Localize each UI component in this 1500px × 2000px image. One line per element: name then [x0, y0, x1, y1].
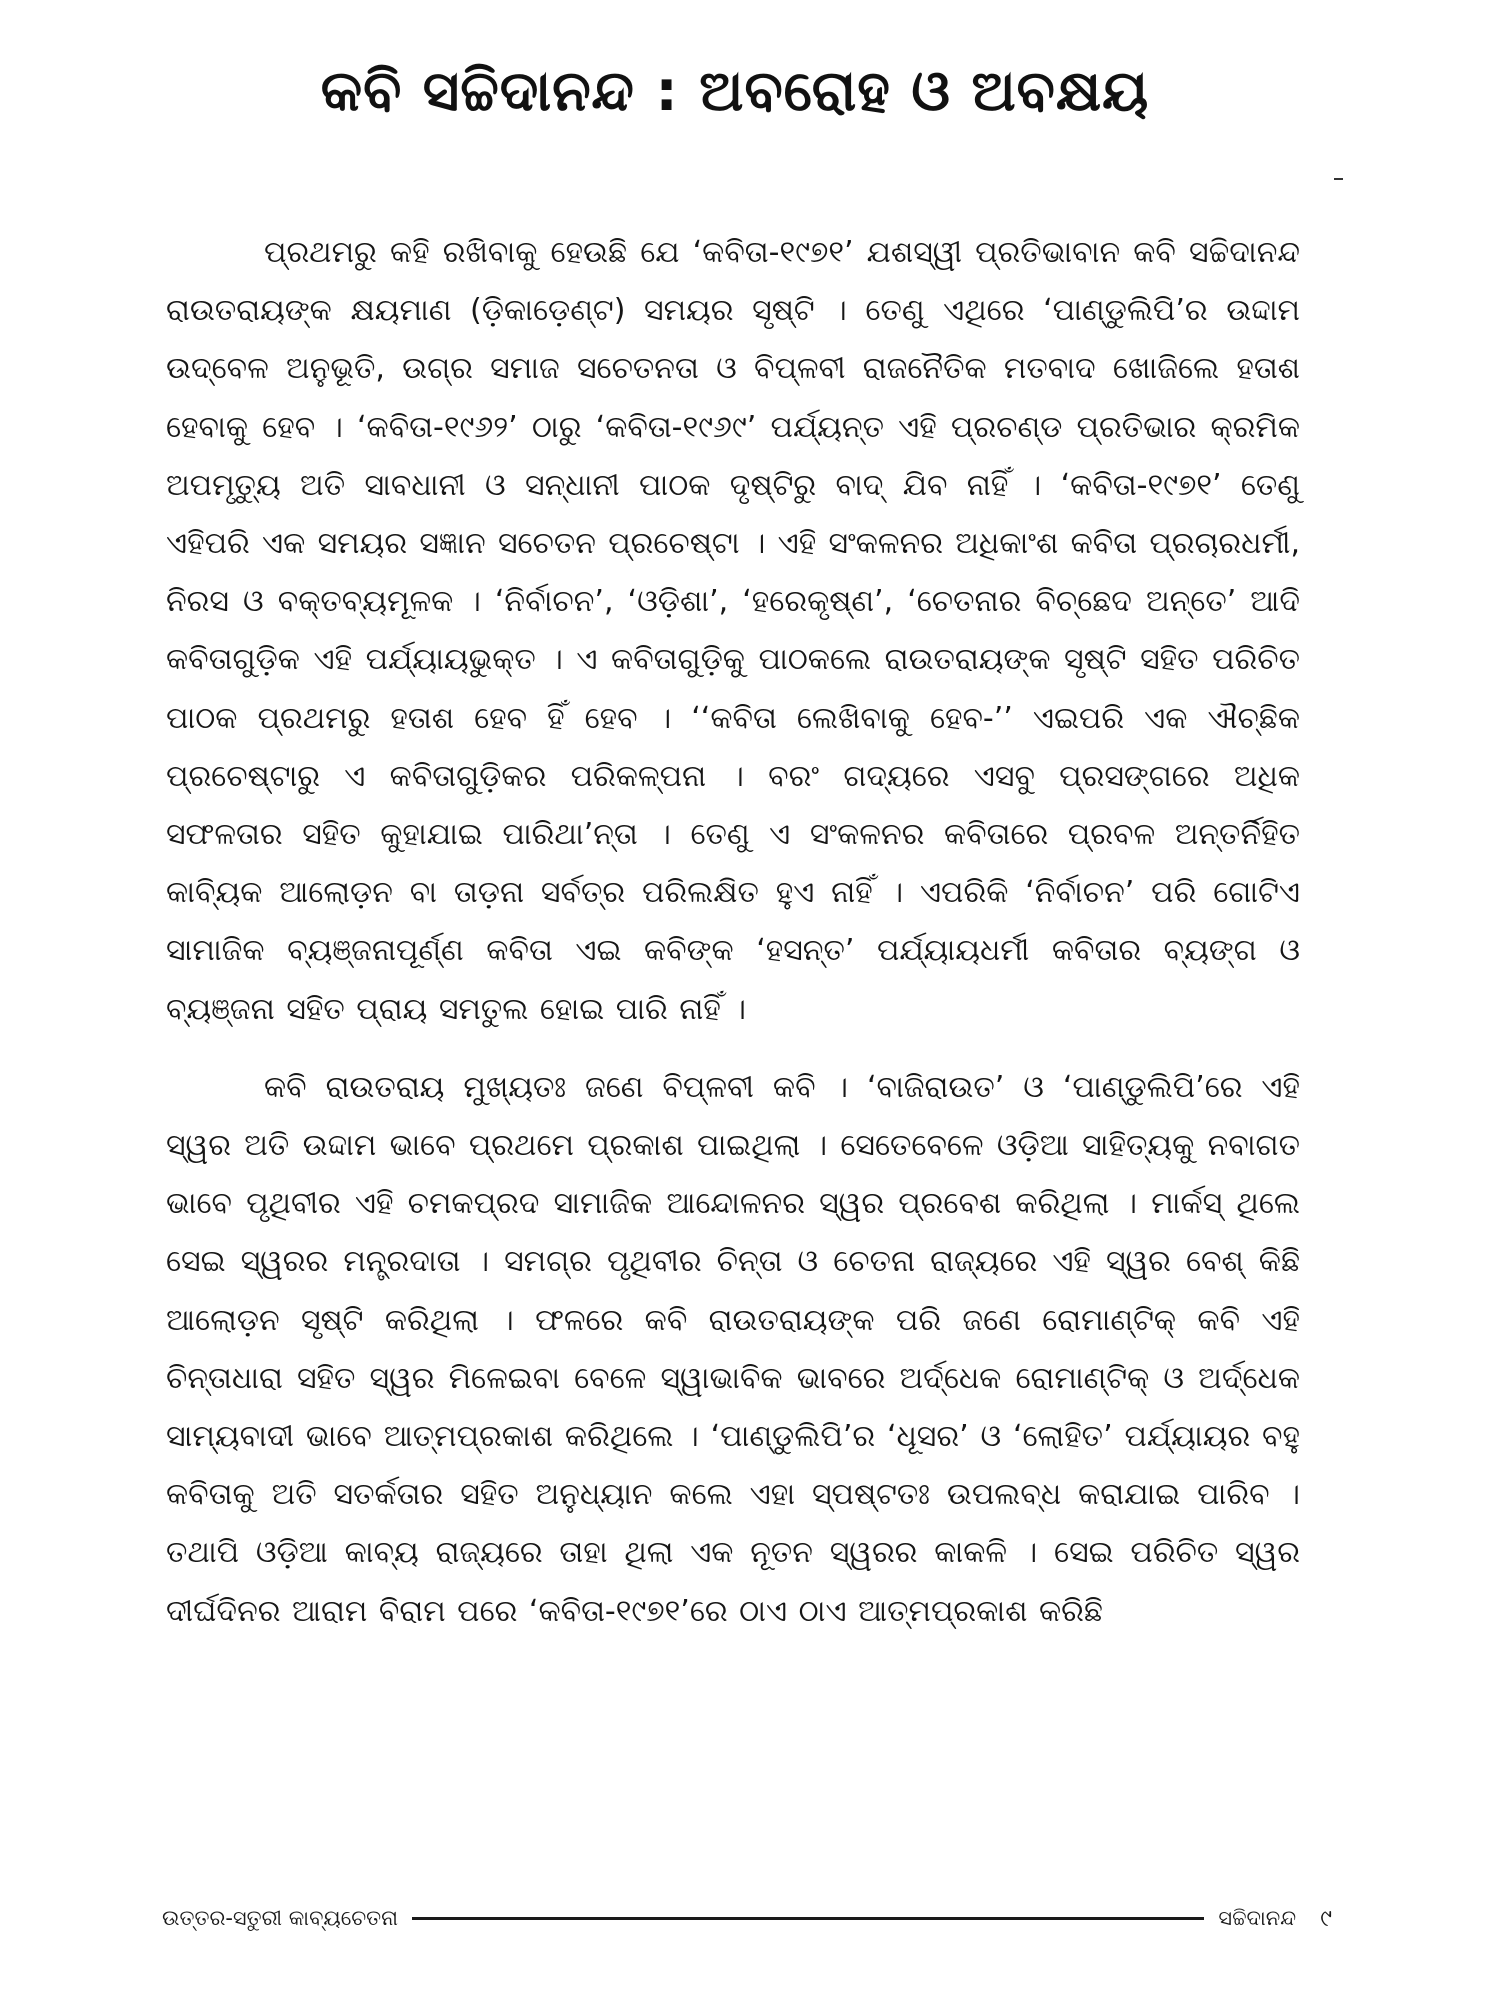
article-title: କବି ସଚ୍ଚିଦାନନ୍ଦ : ଅବରୋହ ଓ ଅବକ୍ଷୟ: [320, 59, 1150, 124]
footer-chapter-title: ସଚ୍ଚିଦାନନ୍ଦ: [1218, 1905, 1297, 1930]
footer-right-group: [1218, 1904, 1332, 1932]
body-paragraph-1: ପ୍ରଥମରୁ କହି ରଖିବାକୁ ହେଉଛି ଯେ ‘କବିତା-୧୯୭୧’ ଯଶସ୍ୱୀ ପ୍ରତିଭାବାନ କବି ସଚ୍ଚିଦାନନ୍ଦ ରାଉତରାୟଙ୍କ କ୍ଷୟମାଣ (ଡ଼ିକାଡ଼େଣ୍ଟ) ସମୟର ସୃଷ୍ଟି । ତେଣୁ ଏଥିରେ ‘ପାଣ୍ଡୁଲିପି’ର ଉଦ୍ଦାମ ଉଦ୍‌ବେଳ ଅନୁଭୂତି, ଉଗ୍ର ସମାଜ ସଚେତନତା ଓ ବିପ୍ଳବୀ ରାଜନୈତିକ ମତବାଦ ଖୋଜିଲେ ହତାଶ ହେବାକୁ ହେବ । ‘କବିତା-୧୯୬୨’ ଠାରୁ ‘କବିତା-୧୯୬୯’ ପର୍ଯ୍ୟନ୍ତ ଏହି ପ୍ରଚଣ୍ଡ ପ୍ରତିଭାର କ୍ରମିକ ଅପମୃତ୍ୟୁ ଅତି ସାବଧାନୀ ଓ ସନ୍ଧାନୀ ପାଠକ ଦୃଷ୍ଟିରୁ ବାଦ୍ ଯିବ ନାହିଁ । ‘କବିତା-୧୯୭୧’ ତେଣୁ ଏହିପରି ଏକ ସମୟର ସଜ୍ଞାନ ସଚେତନ ପ୍ରଚେଷ୍ଟା । ଏହି ସଂକଳନର ଅଧିକାଂଶ କବିତା ପ୍ରଚାରଧର୍ମୀ, ନିରସ ଓ ବକ୍ତବ୍ୟମୂଳକ । ‘ନିର୍ବାଚନ’, ‘ଓଡ଼ିଶା’, ‘ହରେକୃଷ୍ଣ’, ‘ଚେତନାର ବିଚ୍ଛେଦ ଅନ୍ତେ’ ଆଦି କବିତାଗୁଡ଼ିକ ଏହି ପର୍ଯ୍ୟାୟଭୁକ୍ତ । ଏ କବିତାଗୁଡ଼ିକୁ ପାଠକଲେ ରାଉତରାୟଙ୍କ ସୃଷ୍ଟି ସହିତ ପରିଚିତ ପାଠକ ପ୍ରଥମରୁ ହତାଶ ହେବ ହିଁ ହେବ । ‘‘କବିତା ଲେଖିବାକୁ ହେବ-’’ ଏଇପରି ଏକ ଐଚ୍ଛିକ ପ୍ରଚେଷ୍ଟାରୁ ଏ କବିତାଗୁଡ଼ିକର ପରିକଳ୍ପନା । ବରଂ ଗଦ୍ୟରେ ଏସବୁ ପ୍ରସଙ୍ଗରେ ଅଧିକ ସଫଳତାର ସହିତ କୁହାଯାଇ ପାରିଥା’ନ୍ତା । ତେଣୁ ଏ ସଂକଳନର କବିତାରେ ପ୍ରବଳ ଅନ୍ତର୍ନିହିତ କାବ୍ୟିକ ଆଲୋଡ଼ନ ବା ତାଡ଼ନା ସର୍ବତ୍ର ପରିଲକ୍ଷିତ ହୁଏ ନାହିଁ । ଏପରିକି ‘ନିର୍ବାଚନ’ ପରି ଗୋଟିଏ ସାମାଜିକ ବ୍ୟଞ୍ଜନାପୂର୍ଣ୍ଣ କବିତା ଏଇ କବିଙ୍କ ‘ହସନ୍ତ’ ପର୍ଯ୍ୟାୟଧର୍ମୀ କବିତାର ବ୍ୟଙ୍ଗ ଓ ବ୍ୟଞ୍ଜନା ସହିତ ପ୍ରାୟ ସମତୁଲ ହୋଇ ପାରି ନାହିଁ ।: [166, 235, 1300, 1027]
footer-book-title: ଉତ୍ତର-ସତୁରୀ କାବ୍ୟଚେତନା: [162, 1905, 399, 1930]
page-footer: [162, 1898, 1332, 1938]
article-body: [166, 224, 1300, 1641]
page-number: ୯: [1320, 1904, 1332, 1932]
margin-mark: [1334, 178, 1343, 180]
body-paragraph-2: କବି ରାଉତରାୟ ମୁଖ୍ୟତଃ ଜଣେ ବିପ୍ଳବୀ କବି । ‘ବାଜିରାଉତ’ ଓ ‘ପାଣ୍ଡୁଲିପି’ରେ ଏହି ସ୍ୱର ଅତି ଉଦ୍ଦାମ ଭାବେ ପ୍ରଥମେ ପ୍ରକାଶ ପାଇଥିଲା । ସେତେବେଳେ ଓଡ଼ିଆ ସାହିତ୍ୟକୁ ନବାଗତ ଭାବେ ପୃଥିବୀର ଏହି ଚମକପ୍ରଦ ସାମାଜିକ ଆନ୍ଦୋଳନର ସ୍ୱର ପ୍ରବେଶ କରିଥିଲା । ମାର୍କସ୍ ଥିଲେ ସେଇ ସ୍ୱରର ମନ୍ତ୍ରଦାତା । ସମଗ୍ର ପୃଥିବୀର ଚିନ୍ତା ଓ ଚେତନା ରାଜ୍ୟରେ ଏହି ସ୍ୱର ବେଶ୍ କିଛି ଆଲୋଡ଼ନ ସୃଷ୍ଟି କରିଥିଲା । ଫଳରେ କବି ରାଉତରାୟଙ୍କ ପରି ଜଣେ ରୋମାଣ୍ଟିକ୍ କବି ଏହି ଚିନ୍ତାଧାରା ସହିତ ସ୍ୱର ମିଳେଇବା ବେଳେ ସ୍ୱାଭାବିକ ଭାବରେ ଅର୍ଦ୍ଧେକ ରୋମାଣ୍ଟିକ୍ ଓ ଅର୍ଦ୍ଧେକ ସାମ୍ୟବାଦୀ ଭାବେ ଆତ୍ମପ୍ରକାଶ କରିଥିଲେ । ‘ପାଣ୍ଡୁଲିପି’ର ‘ଧୂସର’ ଓ ‘ଲୋହିତ’ ପର୍ଯ୍ୟାୟର ବହୁ କବିତାକୁ ଅତି ସତର୍କତାର ସହିତ ଅନୁଧ୍ୟାନ କଲେ ଏହା ସ୍ପଷ୍ଟତଃ ଉପଲବ୍ଧ କରାଯାଇ ପାରିବ । ତଥାପି ଓଡ଼ିଆ କାବ୍ୟ ରାଜ୍ୟରେ ତାହା ଥିଲା ଏକ ନୂତନ ସ୍ୱରର କାକଳି । ସେଇ ପରିଚିତ ସ୍ୱର ଦୀର୍ଘଦିନର ଆରାମ ବିରାମ ପରେ ‘କବିତା-୧୯୭୧’ରେ ଠାଏ ଠାଏ ଆତ୍ମପ୍ରକାଶ କରିଛି: [166, 1069, 1300, 1629]
footer-rule: [412, 1917, 1204, 1920]
